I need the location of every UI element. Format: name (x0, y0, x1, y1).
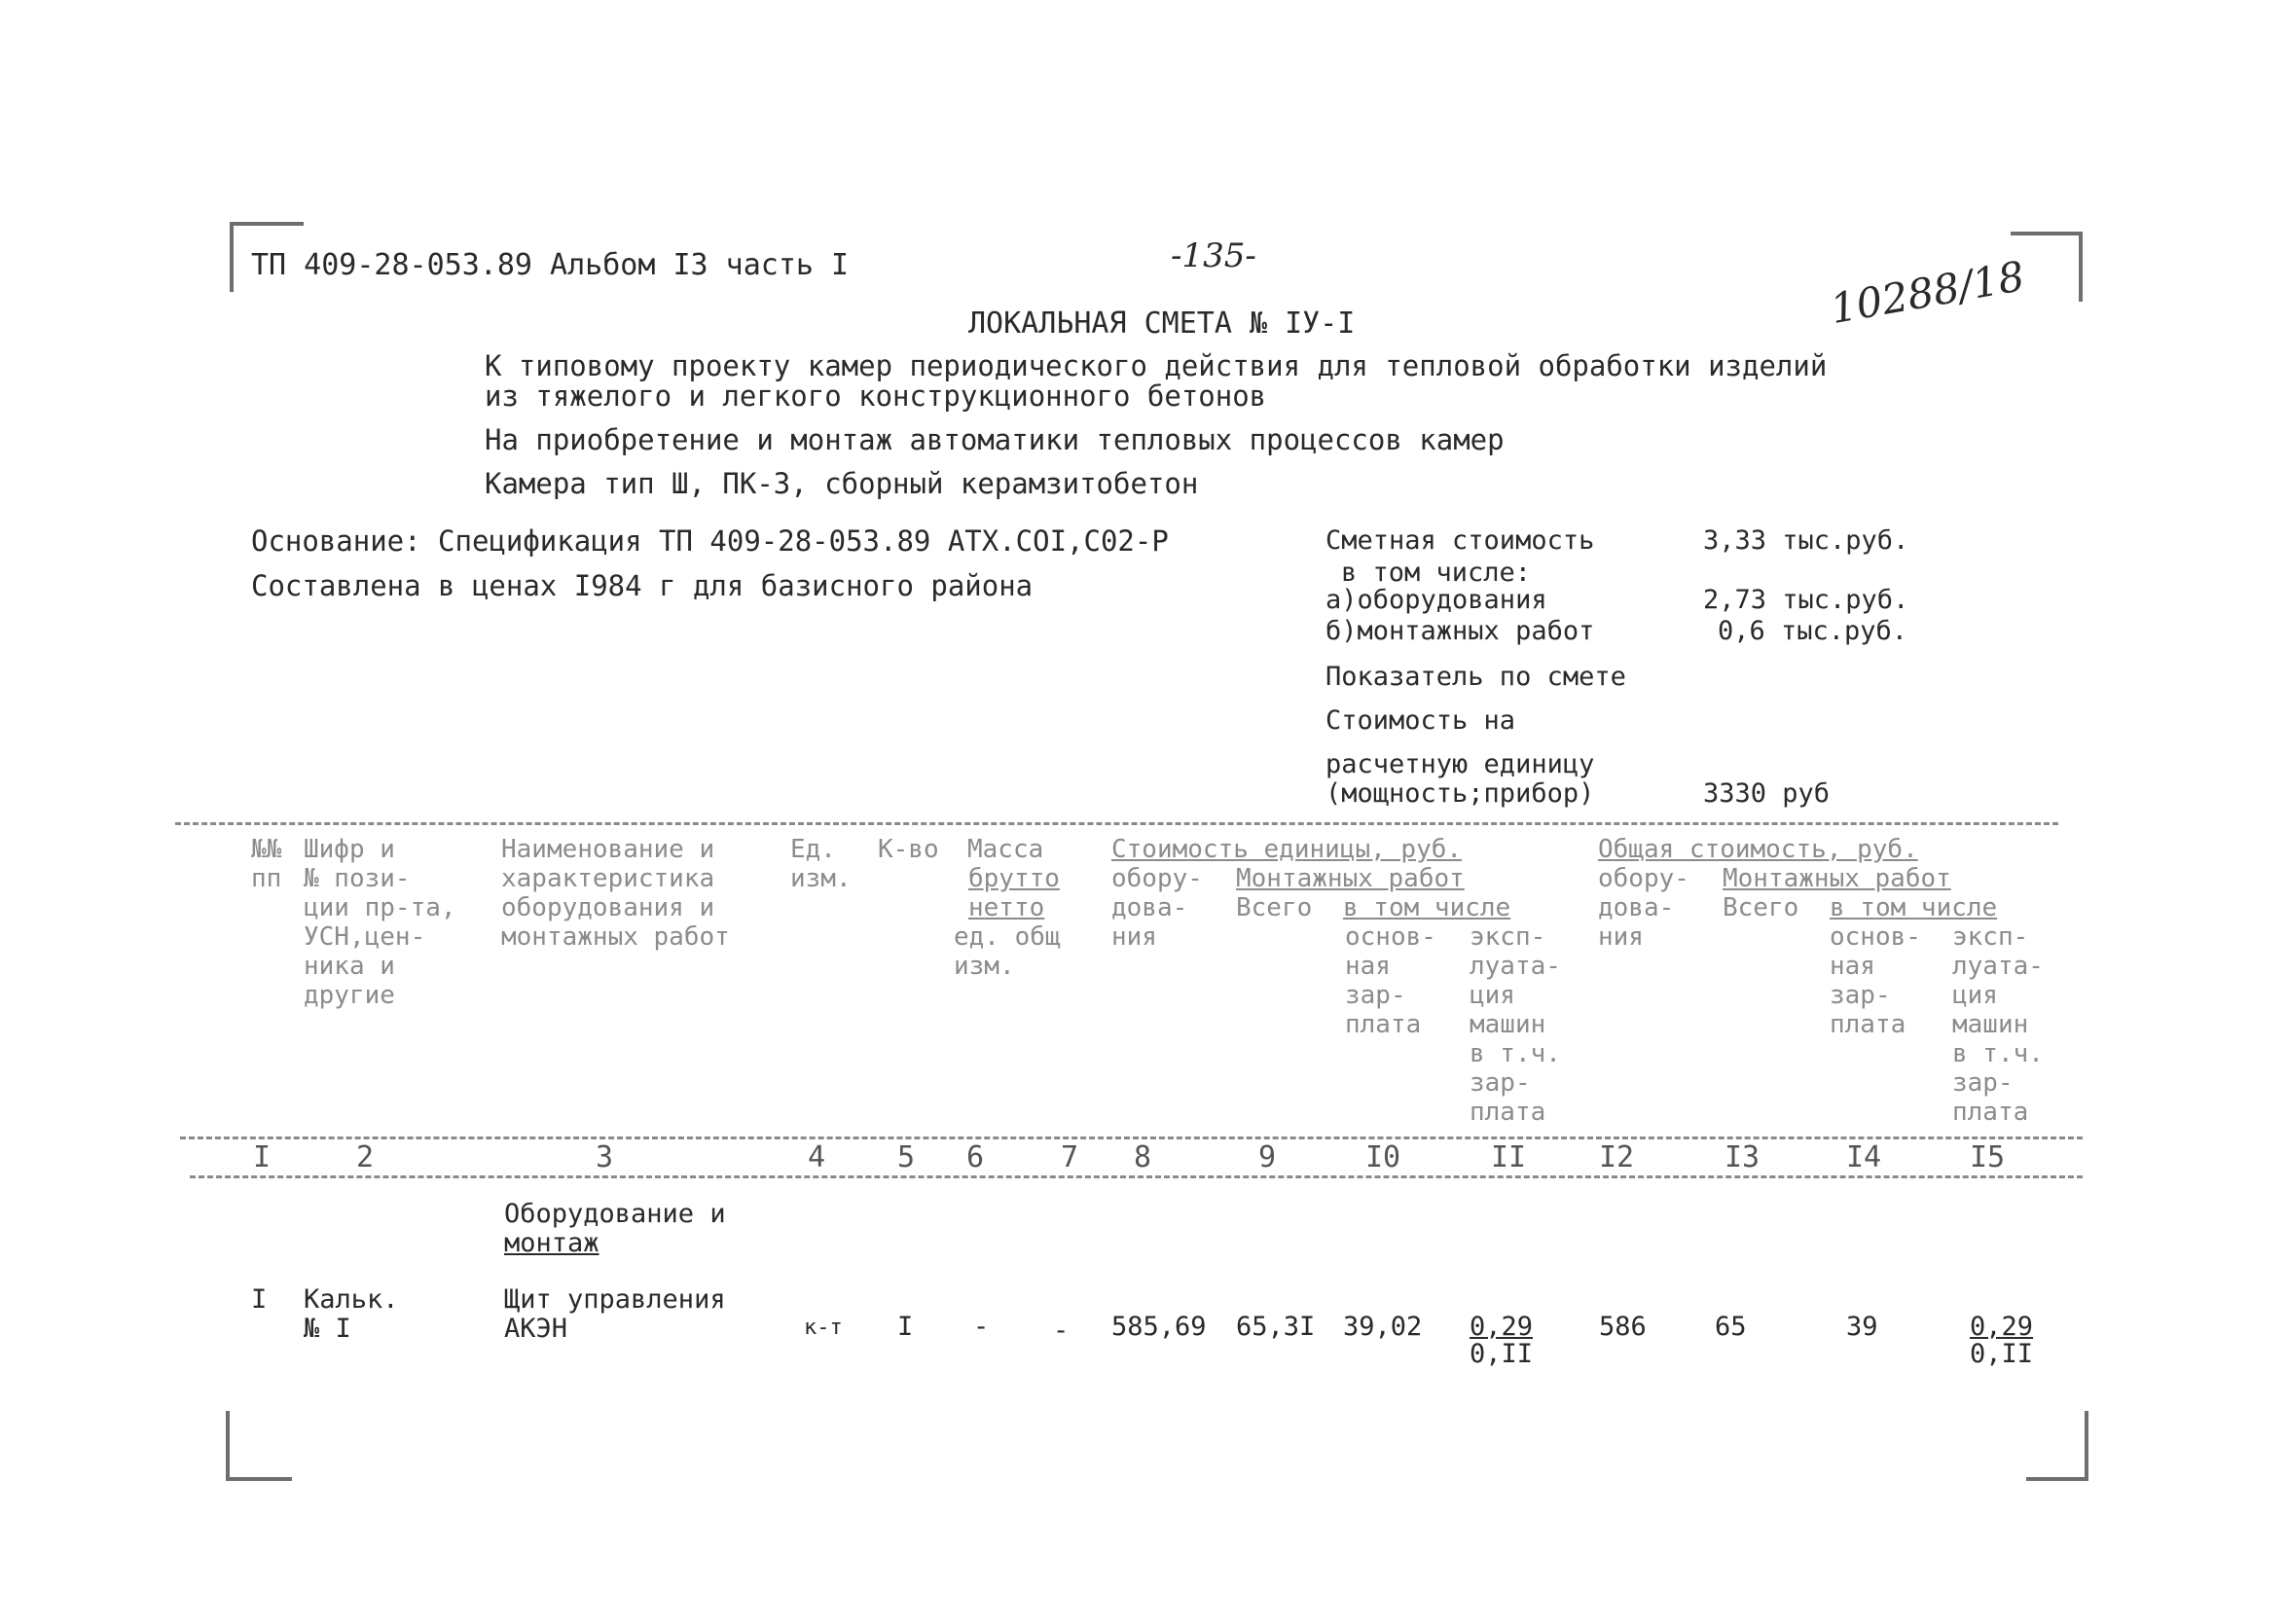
section-title: Оборудование и (504, 1199, 726, 1229)
row-number: I (251, 1284, 268, 1315)
row-mass-total: - (1053, 1316, 1070, 1346)
col-number-13: I3 (1724, 1140, 1761, 1174)
col-header-total-cost: Общая стоимость, руб. (1598, 835, 1918, 864)
title-line-2: из тяжелого и легкого конструкционного бетонов (485, 379, 1267, 413)
title-line-3: На приобретение и монтаж автоматики тепловых процессов камер (485, 423, 1505, 456)
basis-line-2: Составлена в ценах I984 г для базисного района (251, 569, 1034, 602)
summary-equipment-value: 2,73 тыс.руб. (1703, 585, 1909, 615)
row-total-base-wage: 39 (1846, 1312, 1878, 1342)
summary-unit-value: 3330 руб (1703, 778, 1831, 809)
col-number-9: 9 (1258, 1140, 1277, 1174)
col-number-4: 4 (808, 1140, 826, 1174)
col-number-11: II (1491, 1140, 1527, 1174)
col-header-unit-machines: эксп- луата- ция машин в т.ч. зар- плата (1470, 922, 1561, 1127)
row-total-total: 65 (1715, 1312, 1747, 1342)
col-number-2: 2 (356, 1140, 375, 1174)
col-header-qty: К-во (878, 835, 939, 864)
col-header-total-incl: в том числе (1830, 893, 1998, 922)
corner-mark-bottom-left-bar (226, 1477, 292, 1481)
document-reference: ТП 409-28-053.89 Альбом I3 часть I (251, 248, 850, 282)
row-code: Кальк. (304, 1284, 399, 1315)
row-unit-base-wage: 39,02 (1343, 1312, 1423, 1342)
col-header-mass-units: ед. общ изм. (954, 922, 1061, 981)
row-name: Щит управления (504, 1284, 726, 1315)
corner-mark-top-right-bar (2011, 232, 2083, 235)
summary-cost-label: Стоимость на (1325, 705, 1516, 736)
summary-install-value: 0,6 тыс.руб. (1718, 616, 1908, 646)
col-numbers-top-rule (180, 1137, 2083, 1139)
col-header-unit-equipment: обору- дова- ния (1111, 864, 1203, 952)
col-numbers-bottom-rule (190, 1175, 2083, 1178)
table-top-rule (175, 822, 2058, 825)
col-header-unit: Ед. изм. (790, 835, 852, 893)
col-number-5: 5 (897, 1140, 916, 1174)
row-qty: I (897, 1312, 914, 1342)
col-number-8: 8 (1134, 1140, 1152, 1174)
summary-total-value: 3,33 тыс.руб. (1703, 525, 1909, 556)
col-number-10: I0 (1365, 1140, 1401, 1174)
corner-mark-bottom-right (2085, 1411, 2088, 1481)
title-line-1: К типовому проекту камер периодического действия для тепловой обработки изделий (485, 349, 1828, 382)
col-number-15: I5 (1970, 1140, 2006, 1174)
col-number-14: I4 (1846, 1140, 1882, 1174)
col-header-name: Наименование и характеристика оборудования и монтажных работ (501, 835, 730, 952)
corner-mark-bottom-right-bar (2026, 1477, 2088, 1481)
col-header-total-installation: Монтажных работ (1723, 864, 1951, 893)
col-header-unit-incl: в том числе (1343, 893, 1511, 922)
summary-unit-label-1: расчетную единицу (1325, 749, 1595, 779)
summary-incl-label: в том числе: (1341, 558, 1532, 588)
row-code-number: № I (304, 1314, 351, 1344)
summary-unit-label-2: (мощность;прибор) (1325, 778, 1595, 809)
col-header-unit-installation: Монтажных работ (1236, 864, 1465, 893)
col-header-unit-total: Всего (1236, 893, 1313, 922)
row-total-machines: 0,29 (1970, 1312, 2034, 1342)
row-mass-unit: - (973, 1312, 990, 1342)
estimate-title: ЛОКАЛЬНАЯ СМЕТА № IУ-I (968, 307, 1356, 341)
page-number: -135- (1171, 236, 1256, 275)
summary-equipment-label: а)оборудования (1325, 585, 1547, 615)
row-total-machines-wage: 0,II (1970, 1339, 2034, 1369)
col-header-mass-netto: нетто (968, 893, 1045, 922)
corner-mark-top-right (2079, 232, 2083, 302)
row-unit-machines-wage: 0,II (1470, 1339, 1534, 1369)
col-number-7: 7 (1061, 1140, 1079, 1174)
col-header-num: №№ пп (251, 835, 282, 893)
corner-mark-top-left-bar (230, 222, 304, 226)
col-header-unit-base-wage: основ- ная зар- плата (1345, 922, 1436, 1039)
corner-mark-top-left (230, 222, 234, 292)
col-number-6: 6 (966, 1140, 985, 1174)
summary-install-label: б)монтажных работ (1325, 616, 1595, 646)
col-header-total-machines: эксп- луата- ция машин в т.ч. зар- плата (1952, 922, 2044, 1127)
col-header-total-total: Всего (1723, 893, 1799, 922)
row-unit-equipment: 585,69 (1111, 1312, 1207, 1342)
basis-line-1: Основание: Спецификация ТП 409-28-053.89 АТХ.СОI,С02-Р (251, 524, 1169, 558)
col-header-mass: Масса (967, 835, 1044, 864)
col-header-total-equipment: обору- дова- ния (1598, 864, 1689, 952)
row-unit-machines: 0,29 (1470, 1312, 1534, 1342)
col-header-total-base-wage: основ- ная зар- плата (1830, 922, 1921, 1039)
col-number-12: I2 (1599, 1140, 1635, 1174)
archive-number: 10288/18 (1827, 251, 2028, 334)
section-title-2: монтаж (504, 1228, 599, 1258)
col-number-1: I (253, 1140, 272, 1174)
title-line-4: Камера тип Ш, ПК-3, сборный керамзитобетон (485, 467, 1199, 500)
summary-total-label: Сметная стоимость (1325, 525, 1595, 556)
summary-indicator-label: Показатель по смете (1325, 662, 1626, 692)
row-total-equipment: 586 (1599, 1312, 1647, 1342)
col-header-code: Шифр и № пози- ции пр-та, УСН,цен- ника и другие (304, 835, 456, 1010)
corner-mark-bottom-left (226, 1411, 230, 1481)
row-unit-total: 65,3I (1236, 1312, 1316, 1342)
col-number-3: 3 (596, 1140, 614, 1174)
col-header-mass-brutto: брутто (968, 864, 1060, 893)
row-unit: к-т (804, 1316, 843, 1340)
col-header-unit-cost: Стоимость единицы, руб. (1111, 835, 1463, 864)
row-name-2: АКЭН (504, 1314, 568, 1344)
